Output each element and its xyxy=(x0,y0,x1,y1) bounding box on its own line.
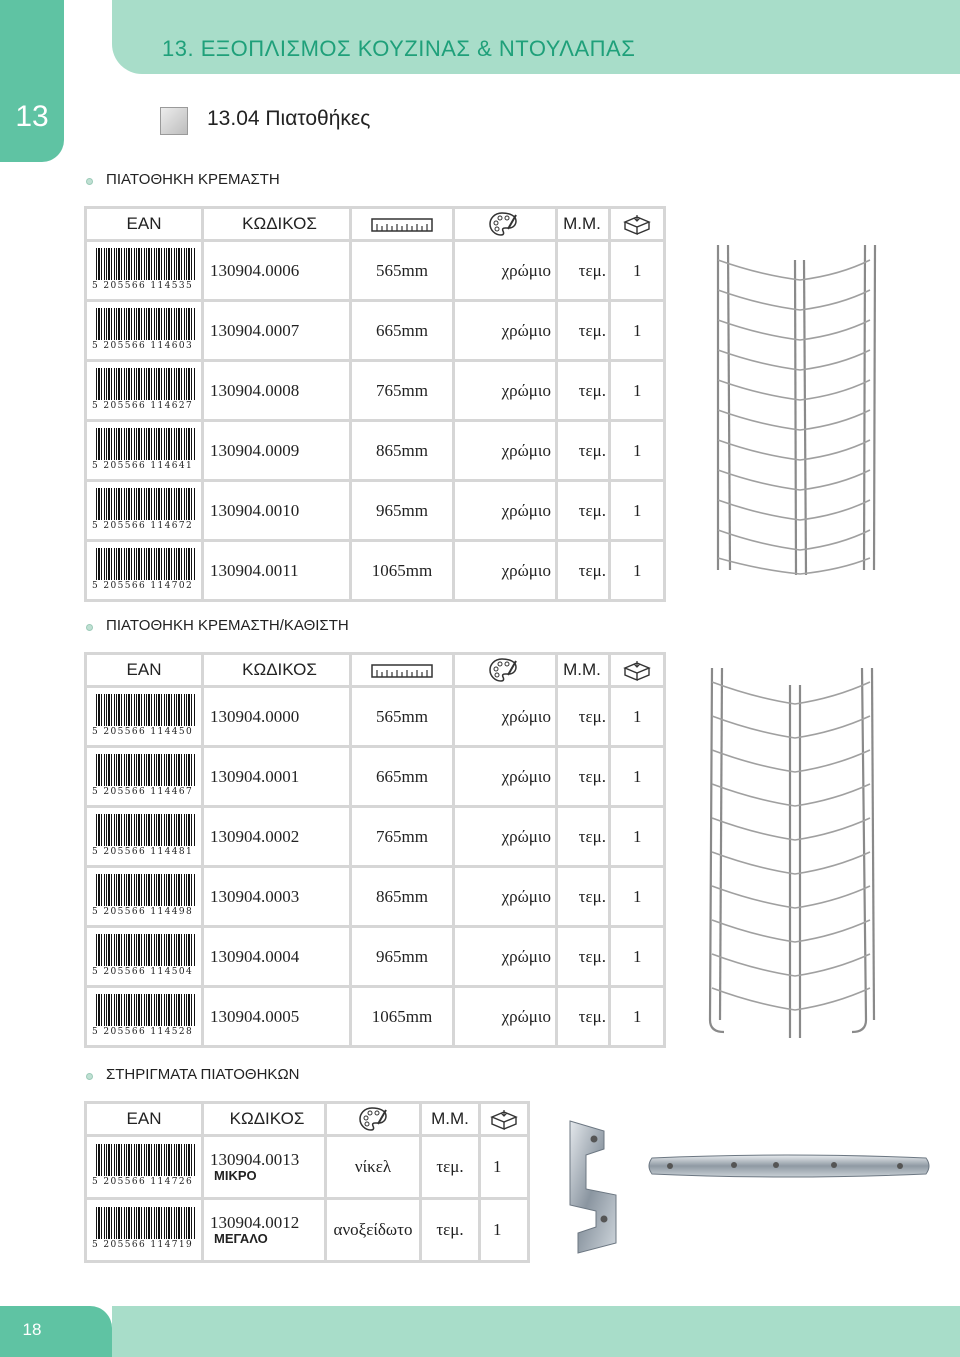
product-unit: τεμ. xyxy=(558,808,608,865)
product-color: χρώμιο xyxy=(455,482,555,539)
product-code: 130904.0004 xyxy=(204,928,349,985)
section-2-title: ΠΙΑΤΟΘΗΚΗ ΚΡΕΜΑΣΤΗ/ΚΑΘΙΣΤΗ xyxy=(106,617,349,634)
product-unit: τεμ. xyxy=(558,242,608,299)
table-row xyxy=(87,868,663,925)
box-icon xyxy=(489,1108,519,1130)
table-header-row xyxy=(87,655,663,685)
product-code: 130904.0010 xyxy=(204,482,349,539)
header-length xyxy=(352,655,452,685)
header-ean: EAN xyxy=(87,1104,201,1134)
chapter-number: 13 xyxy=(15,100,49,133)
product-length: 765mm xyxy=(352,808,452,865)
barcode-bars xyxy=(96,694,196,726)
product-unit: τεμ. xyxy=(558,868,608,925)
product-color: χρώμιο xyxy=(455,422,555,479)
table-hanging-rack xyxy=(84,206,666,602)
product-length: 865mm xyxy=(352,868,452,925)
product-qty: 1 xyxy=(611,868,663,925)
barcode-bars xyxy=(96,368,196,400)
ruler-icon xyxy=(371,218,433,232)
barcode-bars xyxy=(96,994,196,1026)
table-hanging-standing-rack xyxy=(84,652,666,1048)
ean-cell xyxy=(87,542,201,599)
barcode-bars xyxy=(96,308,196,340)
product-qty: 1 xyxy=(611,302,663,359)
header-package xyxy=(611,655,663,685)
product-code: 130904.0003 xyxy=(204,868,349,925)
product-code: 130904.0005 xyxy=(204,988,349,1045)
product-length: 1065mm xyxy=(352,988,452,1045)
product-length: 865mm xyxy=(352,422,452,479)
bullet-icon xyxy=(86,178,93,185)
header-color xyxy=(455,655,555,685)
ean-cell xyxy=(87,1200,201,1260)
header-unit: Μ.Μ. xyxy=(558,655,608,685)
barcode xyxy=(90,1144,198,1190)
ean-cell xyxy=(87,748,201,805)
barcode xyxy=(90,754,198,800)
barcode xyxy=(90,994,198,1040)
header-code: ΚΩΔΙΚΟΣ xyxy=(204,655,349,685)
header-package xyxy=(611,209,663,239)
table-row xyxy=(87,422,663,479)
table-header-row xyxy=(87,209,663,239)
ean-cell xyxy=(87,688,201,745)
product-code-cell xyxy=(204,1137,324,1197)
ean-cell xyxy=(87,362,201,419)
table-row xyxy=(87,482,663,539)
table-row xyxy=(87,542,663,599)
header-package xyxy=(481,1104,527,1134)
table-row xyxy=(87,688,663,745)
table-rack-supports xyxy=(84,1101,530,1263)
product-qty: 1 xyxy=(611,928,663,985)
product-color: ανοξείδωτο xyxy=(327,1200,419,1260)
product-length: 765mm xyxy=(352,362,452,419)
ean-cell xyxy=(87,808,201,865)
header-color xyxy=(455,209,555,239)
section-title: 13.04 Πιατοθήκες xyxy=(207,107,371,130)
barcode-digits: 5 205566 114481 xyxy=(92,846,194,857)
product-code: 130904.0002 xyxy=(204,808,349,865)
palette-icon xyxy=(488,211,518,237)
ean-cell xyxy=(87,928,201,985)
ean-cell xyxy=(87,988,201,1045)
product-unit: τεμ. xyxy=(558,688,608,745)
page-number: 18 xyxy=(22,1320,42,1339)
barcode-bars xyxy=(96,1144,196,1176)
barcode xyxy=(90,1207,198,1253)
product-code: 130904.0013 xyxy=(210,1149,300,1169)
product-color: νίκελ xyxy=(327,1137,419,1197)
section-1-title: ΠΙΑΤΟΘΗΚΗ ΚΡΕΜΑΣΤΗ xyxy=(106,171,280,188)
header-ean: EAN xyxy=(87,655,201,685)
ean-cell xyxy=(87,242,201,299)
hanging-rack-image xyxy=(700,240,890,580)
header-unit: Μ.Μ. xyxy=(422,1104,478,1134)
ean-cell xyxy=(87,482,201,539)
product-qty: 1 xyxy=(481,1200,527,1260)
large-bracket-image xyxy=(644,1148,934,1188)
product-color: χρώμιο xyxy=(455,748,555,805)
barcode-digits: 5 205566 114450 xyxy=(92,726,194,737)
product-color: χρώμιο xyxy=(455,362,555,419)
product-unit: τεμ. xyxy=(558,748,608,805)
table-row xyxy=(87,1137,527,1197)
product-qty: 1 xyxy=(611,542,663,599)
product-length: 565mm xyxy=(352,242,452,299)
product-qty: 1 xyxy=(611,422,663,479)
product-unit: τεμ. xyxy=(558,302,608,359)
product-code: 130904.0006 xyxy=(204,242,349,299)
product-color: χρώμιο xyxy=(455,242,555,299)
product-length: 565mm xyxy=(352,688,452,745)
product-size: ΜΙΚΡΟ xyxy=(214,1168,257,1184)
barcode-digits: 5 205566 114504 xyxy=(92,966,194,977)
barcode-digits: 5 205566 114467 xyxy=(92,786,194,797)
table-row xyxy=(87,928,663,985)
product-color: χρώμιο xyxy=(455,542,555,599)
footer-band xyxy=(112,1306,960,1357)
table-row xyxy=(87,362,663,419)
barcode-bars xyxy=(96,248,196,280)
barcode-bars xyxy=(96,488,196,520)
product-length: 965mm xyxy=(352,482,452,539)
product-unit: τεμ. xyxy=(558,482,608,539)
header-color xyxy=(327,1104,419,1134)
table-row xyxy=(87,242,663,299)
barcode-digits: 5 205566 114498 xyxy=(92,906,194,917)
header-unit: Μ.Μ. xyxy=(558,209,608,239)
product-code: 130904.0009 xyxy=(204,422,349,479)
section-icon xyxy=(160,107,188,135)
barcode-digits: 5 205566 114641 xyxy=(92,460,194,471)
barcode-digits: 5 205566 114672 xyxy=(92,520,194,531)
footer-tab xyxy=(0,1306,112,1357)
chapter-tab xyxy=(0,0,64,162)
chapter-title: 13. ΕΞΟΠΛΙΣΜΟΣ ΚΟΥΖΙΝΑΣ & ΝΤΟΥΛΑΠΑΣ xyxy=(162,36,636,61)
barcode-digits: 5 205566 114719 xyxy=(92,1240,194,1250)
ean-cell xyxy=(87,1137,201,1197)
barcode-bars xyxy=(96,814,196,846)
palette-icon xyxy=(488,657,518,683)
barcode-digits: 5 205566 114603 xyxy=(92,340,194,351)
barcode xyxy=(90,488,198,534)
barcode xyxy=(90,428,198,474)
product-qty: 1 xyxy=(611,988,663,1045)
barcode xyxy=(90,934,198,980)
product-length: 1065mm xyxy=(352,542,452,599)
product-length: 965mm xyxy=(352,928,452,985)
product-unit: τεμ. xyxy=(558,362,608,419)
bullet-icon xyxy=(86,624,93,631)
product-color: χρώμιο xyxy=(455,688,555,745)
barcode xyxy=(90,248,198,294)
header-ean: EAN xyxy=(87,209,201,239)
ean-cell xyxy=(87,302,201,359)
product-length: 665mm xyxy=(352,748,452,805)
product-color: χρώμιο xyxy=(455,868,555,925)
product-unit: τεμ. xyxy=(558,422,608,479)
product-unit: τεμ. xyxy=(422,1200,478,1260)
header-code: ΚΩΔΙΚΟΣ xyxy=(204,209,349,239)
barcode-bars xyxy=(96,428,196,460)
barcode xyxy=(90,814,198,860)
product-code-cell xyxy=(204,1200,324,1260)
bullet-icon xyxy=(86,1073,93,1080)
table-row xyxy=(87,302,663,359)
product-unit: τεμ. xyxy=(558,542,608,599)
product-color: χρώμιο xyxy=(455,988,555,1045)
barcode xyxy=(90,548,198,594)
barcode-bars xyxy=(96,934,196,966)
box-icon xyxy=(622,659,652,681)
barcode-bars xyxy=(96,874,196,906)
product-code: 130904.0011 xyxy=(204,542,349,599)
barcode xyxy=(90,368,198,414)
palette-icon xyxy=(358,1106,388,1132)
barcode-digits: 5 205566 114702 xyxy=(92,580,194,591)
small-bracket-image xyxy=(556,1115,622,1265)
barcode-digits: 5 205566 114535 xyxy=(92,280,194,291)
product-qty: 1 xyxy=(611,242,663,299)
product-unit: τεμ. xyxy=(422,1137,478,1197)
product-qty: 1 xyxy=(611,688,663,745)
table-header-row xyxy=(87,1104,527,1134)
product-color: χρώμιο xyxy=(455,928,555,985)
product-color: χρώμιο xyxy=(455,302,555,359)
box-icon xyxy=(622,213,652,235)
product-length: 665mm xyxy=(352,302,452,359)
product-qty: 1 xyxy=(611,748,663,805)
product-qty: 1 xyxy=(611,808,663,865)
barcode xyxy=(90,308,198,354)
product-code: 130904.0007 xyxy=(204,302,349,359)
product-code: 130904.0001 xyxy=(204,748,349,805)
table-row xyxy=(87,808,663,865)
barcode-bars xyxy=(96,754,196,786)
barcode xyxy=(90,694,198,740)
ean-cell xyxy=(87,868,201,925)
product-unit: τεμ. xyxy=(558,988,608,1045)
ruler-icon xyxy=(371,664,433,678)
table-row xyxy=(87,988,663,1045)
table-row xyxy=(87,1200,527,1260)
product-code: 130904.0012 xyxy=(210,1212,300,1232)
hanging-standing-rack-image xyxy=(690,660,890,1045)
ean-cell xyxy=(87,422,201,479)
product-qty: 1 xyxy=(481,1137,527,1197)
header-code: ΚΩΔΙΚΟΣ xyxy=(204,1104,324,1134)
product-qty: 1 xyxy=(611,362,663,419)
chapter-band xyxy=(112,0,960,74)
barcode-bars xyxy=(96,1207,196,1239)
barcode-digits: 5 205566 114726 xyxy=(92,1177,194,1187)
product-code: 130904.0000 xyxy=(204,688,349,745)
barcode-digits: 5 205566 114528 xyxy=(92,1026,194,1037)
section-3-title: ΣΤΗΡΙΓΜΑΤΑ ΠΙΑΤΟΘΗΚΩΝ xyxy=(106,1066,300,1083)
header-length xyxy=(352,209,452,239)
table-row xyxy=(87,748,663,805)
product-size: ΜΕΓΑΛΟ xyxy=(214,1231,268,1247)
product-color: χρώμιο xyxy=(455,808,555,865)
product-code: 130904.0008 xyxy=(204,362,349,419)
barcode-digits: 5 205566 114627 xyxy=(92,400,194,411)
barcode-bars xyxy=(96,548,196,580)
product-qty: 1 xyxy=(611,482,663,539)
product-unit: τεμ. xyxy=(558,928,608,985)
barcode xyxy=(90,874,198,920)
